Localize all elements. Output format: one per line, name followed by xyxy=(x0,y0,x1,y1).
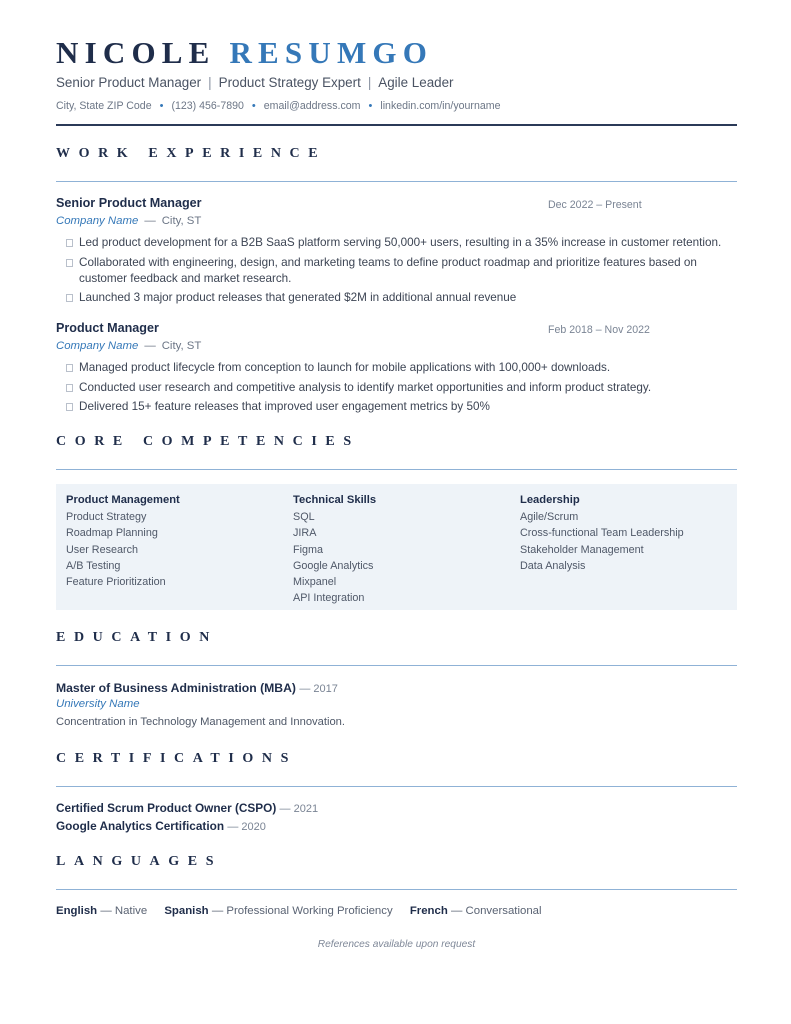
education-school: University Name xyxy=(56,698,140,710)
bullet-text: Conducted user research and competitive analysis to identify market opportunities and inform product strategy. xyxy=(79,380,652,394)
language-level: — Professional Working Proficiency xyxy=(211,905,393,917)
contact-address: City, State ZIP Code xyxy=(56,100,152,112)
competency-heading: Technical Skills xyxy=(293,494,377,506)
competency-heading: Product Management xyxy=(66,494,180,506)
header-divider xyxy=(56,124,737,126)
certification-year: — 2020 xyxy=(227,821,266,833)
checkbox-bullet-icon xyxy=(66,384,73,392)
candidate-name xyxy=(56,36,433,70)
competency-item: API Integration xyxy=(293,592,365,605)
job-company-line xyxy=(56,215,201,227)
language-name: French xyxy=(409,905,448,917)
list-item xyxy=(66,380,731,396)
competency-item: JIRA xyxy=(293,527,317,540)
competencies-panel xyxy=(56,484,737,610)
certification-name: Google Analytics Certification xyxy=(56,819,225,833)
contact-phone: (123) 456-7890 xyxy=(171,100,244,112)
references-note: References available upon request xyxy=(317,939,476,950)
competency-item: Stakeholder Management xyxy=(520,543,644,556)
competency-item: Feature Prioritization xyxy=(66,576,166,589)
section-title-languages: LANGUAGES xyxy=(56,854,223,869)
company-name: Company Name xyxy=(56,340,139,352)
bullet-dot-icon: • xyxy=(159,100,164,112)
section-divider xyxy=(56,889,737,890)
job-title: Product Manager xyxy=(56,321,159,335)
job-company-line xyxy=(56,340,201,352)
competency-column xyxy=(293,492,376,607)
separator: — xyxy=(144,215,156,227)
language-item xyxy=(56,905,147,917)
language-level: — Native xyxy=(100,905,148,917)
headline-role: Senior Product Manager xyxy=(56,75,202,90)
certification-year: — 2021 xyxy=(279,803,319,815)
contact-info xyxy=(56,100,500,112)
competency-item: Data Analysis xyxy=(520,559,586,572)
section-divider xyxy=(56,665,737,666)
first-name: NICOLE xyxy=(56,35,216,70)
checkbox-bullet-icon xyxy=(66,294,73,302)
headline xyxy=(56,75,454,90)
language-item xyxy=(164,905,392,917)
section-divider xyxy=(56,181,737,182)
competency-item: SQL xyxy=(293,511,315,523)
degree-name: Master of Business Administration (MBA) xyxy=(56,681,296,695)
headline-role: Product Strategy Expert xyxy=(218,75,361,90)
section-title-certifications: CERTIFICATIONS xyxy=(56,751,298,766)
list-item xyxy=(66,290,731,306)
checkbox-bullet-icon xyxy=(66,403,73,411)
last-name: RESUMGO xyxy=(229,35,434,70)
competency-item: Roadmap Planning xyxy=(66,527,158,540)
certification-item xyxy=(56,819,266,833)
language-level: — Conversational xyxy=(450,905,542,917)
competency-column xyxy=(520,492,684,574)
bullet-text: Led product development for a B2B SaaS platform serving 50,000+ users, resulting in a 35% increase in customer retention. xyxy=(79,236,722,249)
bullet-text: Launched 3 major product releases that generated $2M in additional annual revenue xyxy=(79,291,517,304)
list-item xyxy=(66,255,731,287)
education-degree xyxy=(56,681,338,695)
competency-item: Agile/Scrum xyxy=(520,511,579,523)
checkbox-bullet-icon xyxy=(66,239,73,247)
job-dates: Feb 2018 – Nov 2022 xyxy=(548,324,650,336)
competency-column xyxy=(66,492,180,590)
section-divider xyxy=(56,786,737,787)
section-title-education: EDUCATION xyxy=(56,630,218,645)
list-item xyxy=(66,399,731,415)
job-dates: Dec 2022 – Present xyxy=(548,199,642,211)
separator: — xyxy=(144,340,156,352)
competency-item: Mixpanel xyxy=(293,576,337,589)
checkbox-bullet-icon xyxy=(66,259,73,267)
list-item xyxy=(66,235,731,251)
certification-item xyxy=(56,801,318,815)
competency-heading: Leadership xyxy=(520,494,580,506)
language-item xyxy=(410,905,542,917)
competency-item: Cross-functional Team Leadership xyxy=(520,527,684,540)
company-name: Company Name xyxy=(56,215,139,227)
bullet-dot-icon: • xyxy=(251,100,256,112)
list-item xyxy=(66,360,731,376)
checkbox-bullet-icon xyxy=(66,364,73,372)
job-bullets xyxy=(66,360,731,419)
contact-email: email@address.com xyxy=(263,100,361,112)
job-bullets xyxy=(66,235,731,310)
education-note: Concentration in Technology Management and Innovation. xyxy=(56,716,345,728)
competency-item: Figma xyxy=(293,543,323,556)
headline-separator: | xyxy=(367,75,372,90)
certification-name: Certified Scrum Product Owner (CSPO) xyxy=(56,801,277,815)
graduation-year: — 2017 xyxy=(299,683,338,695)
bullet-dot-icon: • xyxy=(368,100,373,112)
section-divider xyxy=(56,469,737,470)
languages-list xyxy=(56,905,556,917)
bullet-text: Delivered 15+ feature releases that improved user engagement metrics by 50% xyxy=(79,400,490,413)
bullet-text: Collaborated with engineering, design, and marketing teams to define product roadmap and prioritize features based on customer feedback and market research. xyxy=(79,255,697,285)
bullet-text: Managed product lifecycle from conception to launch for mobile applications with 100,000+ downloads. xyxy=(79,361,611,374)
language-name: English xyxy=(56,905,98,917)
competency-item: Google Analytics xyxy=(293,559,374,572)
headline-role: Agile Leader xyxy=(378,75,454,90)
job-location: City, ST xyxy=(161,215,202,227)
job-location: City, ST xyxy=(161,340,202,352)
section-title-work-experience: WORK EXPERIENCE xyxy=(56,146,327,161)
competency-item: Product Strategy xyxy=(66,511,147,523)
section-title-core-competencies: CORE COMPETENCIES xyxy=(56,434,360,449)
competency-item: User Research xyxy=(66,543,139,556)
headline-separator: | xyxy=(208,75,212,90)
contact-linkedin: linkedin.com/in/yourname xyxy=(380,100,501,112)
competency-item: A/B Testing xyxy=(66,559,121,572)
job-title: Senior Product Manager xyxy=(56,196,202,210)
language-name: Spanish xyxy=(164,905,209,917)
